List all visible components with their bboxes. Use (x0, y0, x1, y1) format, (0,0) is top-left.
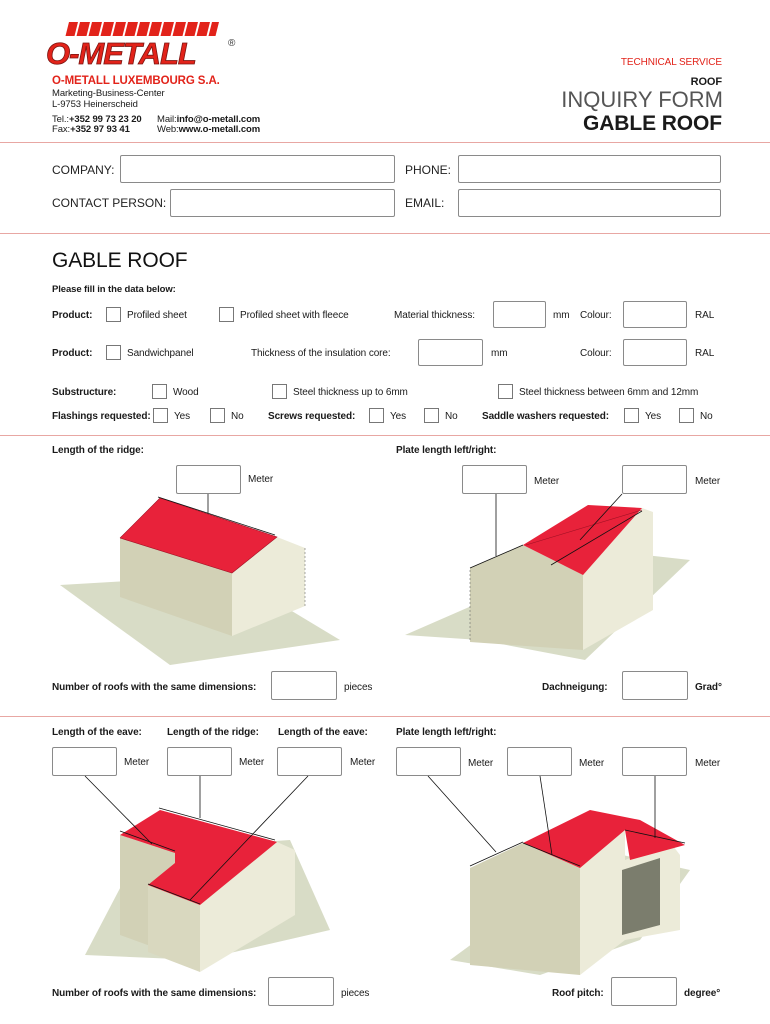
mail-label: Mail: (157, 114, 177, 125)
saddle-yes-checkbox[interactable] (624, 408, 639, 423)
ridge-length-input-2[interactable] (167, 747, 232, 776)
company-label: COMPANY: (52, 163, 115, 177)
ridge-meter-unit-1: Meter (248, 474, 274, 485)
roofs-count-input-2[interactable] (268, 977, 334, 1006)
roofs-count-input-1[interactable] (271, 671, 337, 700)
plate-mid-input-2[interactable] (507, 747, 572, 776)
web-line (157, 124, 260, 135)
product-divider (0, 435, 770, 436)
fax-number: +352 97 93 41 (70, 124, 130, 135)
colour-label-2: Colour: (580, 348, 612, 359)
roof-slope-label: Dachneigung: (542, 682, 608, 693)
screws-no-checkbox[interactable] (424, 408, 439, 423)
flashings-yes-label: Yes (174, 411, 191, 422)
roofs-count-label-2: Number of roofs with the same dimensions: (52, 988, 257, 999)
technical-service-label: TECHNICAL SERVICE (620, 57, 722, 68)
profiled-fleece-checkbox[interactable] (219, 307, 234, 322)
roof-slope-input[interactable] (622, 671, 688, 700)
contact-person-label: CONTACT PERSON: (52, 196, 167, 210)
logo-reg-mark: ® (228, 38, 236, 49)
eave-length-label-1: Length of the eave: (52, 727, 142, 738)
plate-mid-meter-unit-2: Meter (579, 758, 605, 769)
diagram-divider (0, 716, 770, 717)
colour-label-1: Colour: (580, 310, 612, 321)
address-line2: L-9753 Heinerscheid (52, 99, 138, 110)
house4-wing-shadow (622, 858, 660, 935)
web-label: Web: (157, 124, 179, 135)
gable-house-diagram-plates (0, 440, 770, 670)
colour-input-1[interactable] (623, 301, 687, 328)
profiled-sheet-label: Profiled sheet (127, 310, 187, 321)
house4-gable-wall (470, 843, 580, 975)
steel-12mm-checkbox[interactable] (498, 384, 513, 399)
roof-slope-unit: Grad° (695, 682, 722, 693)
phone-label: PHONE: (405, 163, 452, 177)
colour-input-2[interactable] (623, 339, 687, 366)
roofs-count-label-1: Number of roofs with the same dimensions: (52, 682, 257, 693)
sandwichpanel-label: Sandwichpanel (127, 348, 194, 359)
ral-unit-2: RAL (695, 348, 715, 359)
flashings-no-label: No (231, 411, 244, 422)
roof-pitch-unit: degree° (684, 988, 721, 999)
material-thickness-label: Material thickness: (394, 310, 475, 321)
ral-unit-1: RAL (695, 310, 715, 321)
insulation-thickness-input[interactable] (418, 339, 483, 366)
tel-label: Tel.: (52, 114, 69, 125)
flashings-label: Flashings requested: (52, 411, 151, 422)
flashings-no-checkbox[interactable] (210, 408, 225, 423)
steel-6mm-label: Steel thickness up to 6mm (293, 387, 408, 398)
roof-pitch-label: Roof pitch: (552, 988, 604, 999)
eave-meter-unit-1: Meter (124, 757, 150, 768)
contact-divider (0, 233, 770, 234)
wood-checkbox[interactable] (152, 384, 167, 399)
roofs-count-unit-1: pieces (344, 682, 373, 693)
header-divider (0, 142, 770, 143)
screws-no-label: No (445, 411, 458, 422)
screws-label: Screws requested: (268, 411, 356, 422)
eave-length-label-2: Length of the eave: (278, 727, 368, 738)
contact-person-input[interactable] (170, 189, 395, 217)
product-label-1: Product: (52, 310, 93, 321)
insulation-thickness-unit: mm (491, 348, 508, 359)
eave-meter-unit-2: Meter (350, 757, 376, 768)
eave-length-input-1[interactable] (52, 747, 117, 776)
saddle-washers-label: Saddle washers requested: (482, 411, 609, 422)
profiled-sheet-checkbox[interactable] (106, 307, 121, 322)
screws-yes-checkbox[interactable] (369, 408, 384, 423)
screws-yes-label: Yes (390, 411, 407, 422)
company-name: O-METALL LUXEMBOURG S.A. (52, 75, 220, 87)
saddle-no-checkbox[interactable] (679, 408, 694, 423)
gable-roof-subtitle: GABLE ROOF (583, 112, 722, 135)
fax-line (52, 124, 130, 135)
company-input[interactable] (120, 155, 395, 183)
mail-address[interactable]: info@o-metall.com (176, 114, 261, 125)
ridge-length-label-1: Length of the ridge: (52, 445, 144, 456)
substructure-label: Substructure: (52, 387, 117, 398)
ridge-length-label-2: Length of the ridge: (167, 727, 259, 738)
logo-text: O-METALL (46, 36, 196, 71)
plate-right-input-2[interactable] (622, 747, 687, 776)
ridge-meter-unit-2: Meter (239, 757, 265, 768)
roof-category-label: ROOF (690, 76, 722, 88)
l-shaped-house-diagram-plates (0, 780, 770, 980)
roofs-count-unit-2: pieces (341, 988, 370, 999)
saddle-no-label: No (700, 411, 713, 422)
eave-length-input-2[interactable] (277, 747, 342, 776)
instruction-text: Please fill in the data below: (52, 284, 176, 295)
plate-length-label-2: Plate length left/right: (396, 727, 497, 738)
email-input[interactable] (458, 189, 721, 217)
web-address[interactable]: www.o-metall.com (178, 124, 261, 135)
profiled-fleece-label: Profiled sheet with fleece (240, 310, 349, 321)
wood-label: Wood (173, 387, 199, 398)
saddle-yes-label: Yes (645, 411, 662, 422)
flashings-yes-checkbox[interactable] (153, 408, 168, 423)
steel-12mm-label: Steel thickness between 6mm and 12mm (519, 387, 699, 398)
company-logo (40, 18, 245, 74)
plate-right-meter-unit-1: Meter (695, 476, 721, 487)
insulation-thickness-label: Thickness of the insulation core: (251, 348, 391, 359)
material-thickness-input[interactable] (493, 301, 546, 328)
product-label-2: Product: (52, 348, 93, 359)
address-line1: Marketing-Business-Center (52, 88, 165, 99)
plate-left-meter-unit-1: Meter (534, 476, 560, 487)
plate-right-meter-unit-2: Meter (695, 758, 721, 769)
email-label: EMAIL: (405, 196, 445, 210)
plate-length-label-1: Plate length left/right: (396, 445, 497, 456)
steel-6mm-checkbox[interactable] (272, 384, 287, 399)
tel-number: +352 99 73 23 20 (68, 114, 142, 125)
phone-input[interactable] (458, 155, 721, 183)
roof-pitch-input[interactable] (611, 977, 677, 1006)
inquiry-form-title: INQUIRY FORM (561, 87, 723, 112)
material-thickness-unit: mm (553, 310, 570, 321)
sandwichpanel-checkbox[interactable] (106, 345, 121, 360)
plate-left-input-2[interactable] (396, 747, 461, 776)
plate-left-meter-unit-2: Meter (468, 758, 494, 769)
fax-label: Fax: (52, 124, 71, 135)
section-title: GABLE ROOF (52, 249, 188, 272)
